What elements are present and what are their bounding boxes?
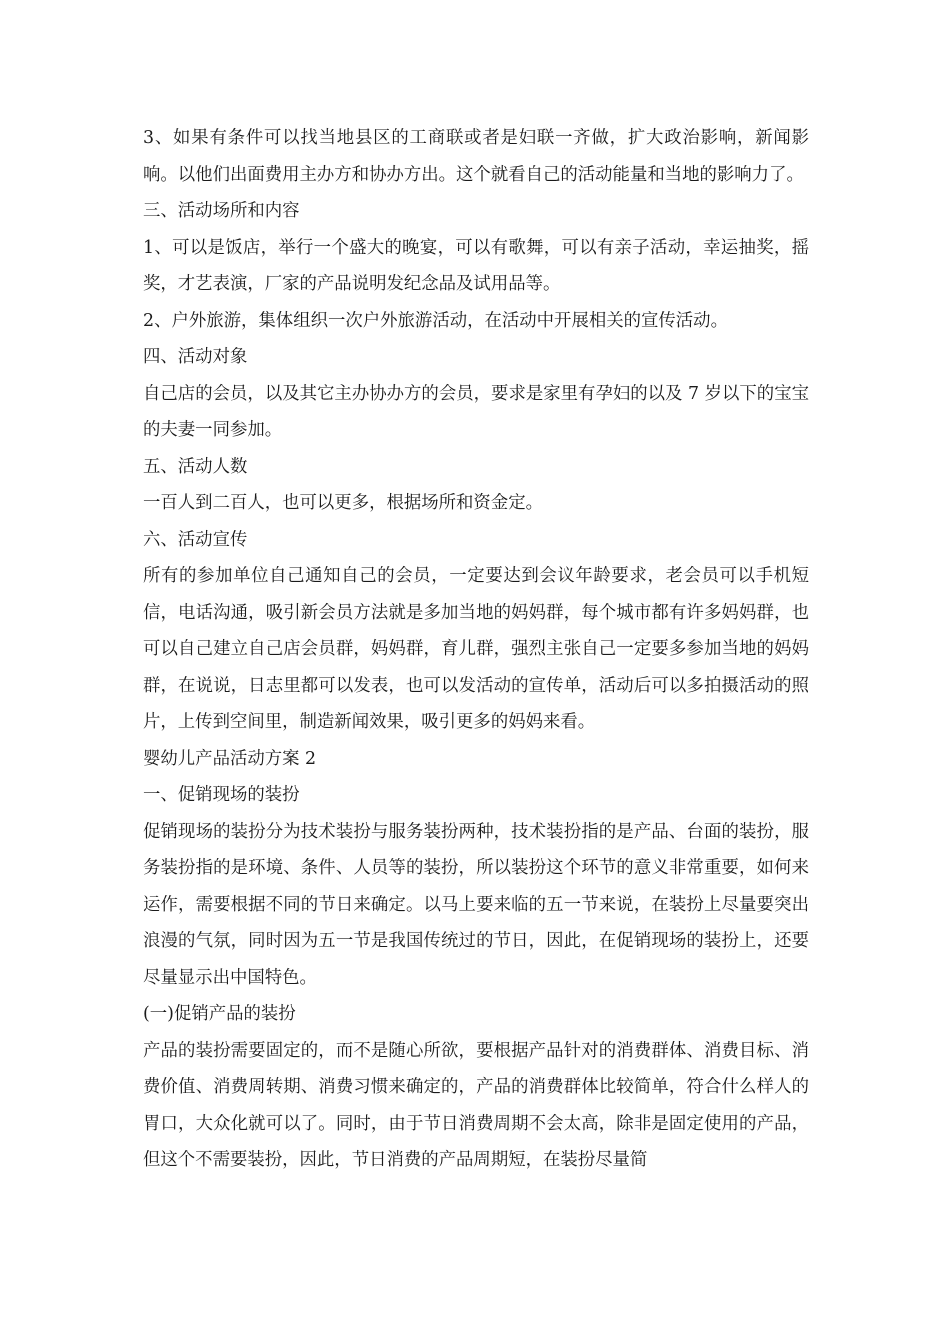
section-heading-venue: 三、活动场所和内容 — [143, 201, 300, 221]
section-heading-headcount: 五、活动人数 — [143, 456, 248, 477]
paragraph-promotion: 所有的参加单位自己通知自己的会员，一定要达到会议年龄要求，老会员可以手机短信，电话沟通，吸引新会员方法就是多加当地的妈妈群，每个城市都有许多妈妈群，也可以自己建立自己店会员群，妈妈群，育儿群，强烈主张自己一定要多参加当地的妈妈群，在说说，日志里都可以发表，也可以发活动的宣传单，活动后可以多拍摄活动的照片，上传到空间里，制造新闻效果，吸引更多的妈妈来看。 — [143, 566, 809, 732]
section-heading-promotion: 六、活动宣传 — [143, 529, 248, 550]
paragraph-headcount: 一百人到二百人，也可以更多，根据场所和资金定。 — [143, 493, 543, 513]
paragraph-product-decoration: 产品的装扮需要固定的，而不是随心所欲，要根据产品针对的消费群体、消费目标、消费价值、消费周转期、消费习惯来确定的，产品的消费群体比较简单，符合什么样人的胃口，大众化就可以了。同时，由于节日消费周期不会太高，除非是固定使用的产品，但这个不需要装扮，因此，节日消费的产品周期短，在装扮尽量简 — [143, 1040, 809, 1170]
subsection-heading-product-decoration: (一)促销产品的装扮 — [143, 1004, 296, 1024]
paragraph-condition-3: 3、如果有条件可以找当地县区的工商联或者是妇联一齐做，扩大政治影响，新闻影响。以他们出面费用主办方和协办方出。这个就看自己的活动能量和当地的影响力了。 — [143, 128, 809, 185]
plan-title-2: 婴幼儿产品活动方案 2 — [143, 748, 317, 769]
paragraph-venue-2: 2、户外旅游，集体组织一次户外旅游活动，在活动中开展相关的宣传活动。 — [143, 310, 728, 331]
paragraph-venue-1: 1、可以是饭店，举行一个盛大的晚宴，可以有歌舞，可以有亲子活动，幸运抽奖，摇奖，才艺表演，厂家的产品说明发纪念品及试用品等。 — [143, 237, 809, 294]
section-heading-decoration: 一、促销现场的装扮 — [143, 785, 300, 805]
paragraph-decoration: 促销现场的装扮分为技术装扮与服务装扮两种，技术装扮指的是产品、台面的装扮，服务装扮指的是环境、条件、人员等的装扮，所以装扮这个环节的意义非常重要，如何来运作，需要根据不同的节日来确定。以马上要来临的五一节来说，在装扮上尽量要突出浪漫的气氛，同时因为五一节是我国传统过的节日，因此，在促销现场的装扮上，还要尽量显示出中国特色。 — [143, 821, 809, 988]
section-heading-audience: 四、活动对象 — [143, 347, 248, 367]
paragraph-audience: 自己店的会员，以及其它主办协办方的会员，要求是家里有孕妇的以及 7 岁以下的宝宝的夫妻一同参加。 — [143, 383, 809, 440]
document-body — [143, 120, 809, 1179]
